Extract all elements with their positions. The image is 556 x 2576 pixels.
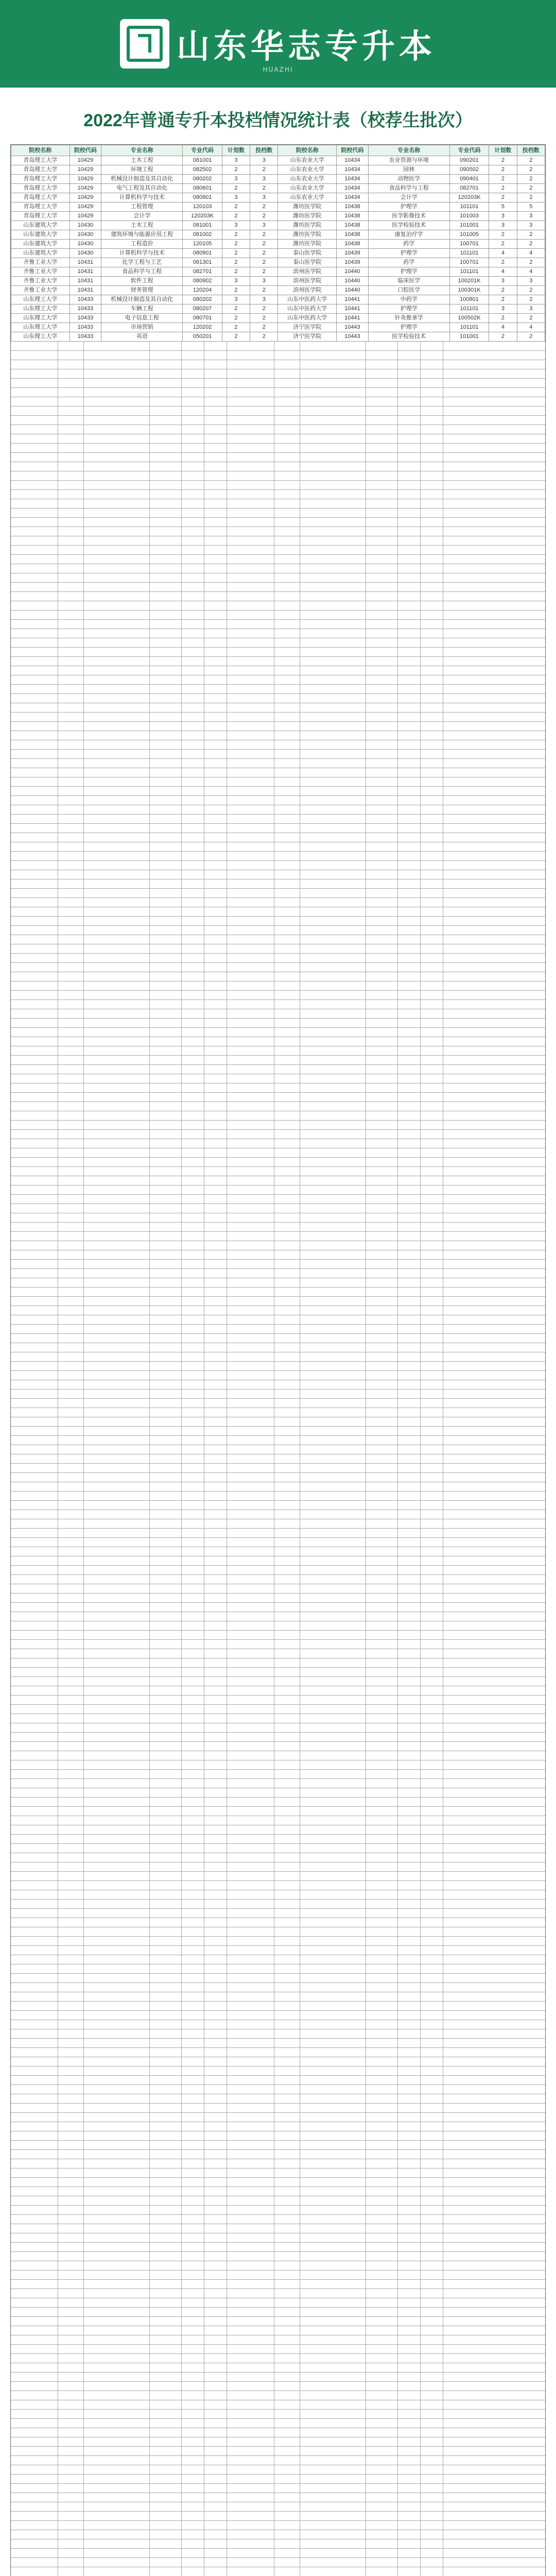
table-cell: 10431 bbox=[70, 258, 101, 267]
column-header: 专业代码 bbox=[449, 145, 489, 156]
table-cell: 化学工程与工艺 bbox=[101, 258, 183, 267]
table-cell: 2 bbox=[250, 332, 278, 342]
table-cell: 10430 bbox=[70, 240, 101, 249]
table-cell: 2 bbox=[489, 230, 517, 240]
table-cell: 药学 bbox=[368, 240, 449, 249]
logo-icon bbox=[120, 19, 169, 69]
table-continuation bbox=[11, 342, 545, 2576]
table-cell: 山东中医药大学 bbox=[278, 314, 337, 323]
column-header: 院校代码 bbox=[337, 145, 369, 156]
table-cell: 4 bbox=[517, 249, 545, 258]
table-cell: 青岛理工大学 bbox=[11, 156, 70, 165]
table-header-row bbox=[11, 145, 545, 156]
table-cell: 临床医学 bbox=[368, 277, 449, 286]
table-cell: 2 bbox=[517, 240, 545, 249]
brand-sub: HUAZHI bbox=[263, 66, 293, 73]
table-cell: 2 bbox=[250, 165, 278, 175]
table-cell: 10440 bbox=[337, 286, 369, 295]
table-cell: 土木工程 bbox=[101, 221, 183, 230]
table-cell: 青岛理工大学 bbox=[11, 202, 70, 212]
table-cell: 潍坊医学院 bbox=[278, 230, 337, 240]
table-cell: 计算机科学与技术 bbox=[101, 249, 183, 258]
table-cell: 2 bbox=[222, 304, 250, 314]
table-cell: 3 bbox=[489, 221, 517, 230]
table-cell: 2 bbox=[489, 240, 517, 249]
table-cell: 100801 bbox=[449, 295, 489, 304]
table-cell: 10443 bbox=[337, 323, 369, 332]
table-cell: 2 bbox=[250, 286, 278, 295]
table-cell: 5 bbox=[489, 202, 517, 212]
table-cell: 10433 bbox=[70, 304, 101, 314]
table-row bbox=[11, 286, 545, 295]
table-cell: 潍坊医学院 bbox=[278, 212, 337, 221]
table-row bbox=[11, 165, 545, 175]
table-cell: 120103 bbox=[183, 202, 222, 212]
table-cell: 2 bbox=[222, 267, 250, 277]
table-cell: 2 bbox=[517, 286, 545, 295]
table-cell: 10429 bbox=[70, 193, 101, 202]
table-cell: 山东建筑大学 bbox=[11, 230, 70, 240]
table-cell: 护理学 bbox=[368, 249, 449, 258]
table-row bbox=[11, 323, 545, 332]
table-cell: 10443 bbox=[337, 332, 369, 342]
table-cell: 100201K bbox=[449, 277, 489, 286]
table-cell: 山东农业大学 bbox=[278, 175, 337, 184]
table-cell: 4 bbox=[489, 267, 517, 277]
table-cell: 2 bbox=[489, 175, 517, 184]
brand-name: 山东华志专升本 bbox=[177, 27, 436, 66]
table-cell: 食品科学与工程 bbox=[368, 184, 449, 193]
table-cell: 120203K bbox=[449, 193, 489, 202]
table-row bbox=[11, 304, 545, 314]
table-cell: 080202 bbox=[183, 175, 222, 184]
table-cell: 青岛理工大学 bbox=[11, 175, 70, 184]
table-cell: 120204 bbox=[183, 286, 222, 295]
table-cell: 080901 bbox=[183, 193, 222, 202]
table-cell: 2 bbox=[222, 249, 250, 258]
table-row bbox=[11, 221, 545, 230]
table-cell: 10434 bbox=[337, 156, 369, 165]
table-cell: 101003 bbox=[449, 212, 489, 221]
table-cell: 10429 bbox=[70, 175, 101, 184]
table-cell: 3 bbox=[517, 277, 545, 286]
table-cell: 山东建筑大学 bbox=[11, 249, 70, 258]
table-cell: 10429 bbox=[70, 202, 101, 212]
table-cell: 4 bbox=[517, 323, 545, 332]
table-row bbox=[11, 295, 545, 304]
table-cell: 101005 bbox=[449, 230, 489, 240]
table-cell: 2 bbox=[222, 165, 250, 175]
table-cell: 康复治疗学 bbox=[368, 230, 449, 240]
table-cell: 5 bbox=[517, 202, 545, 212]
table-cell: 2 bbox=[489, 156, 517, 165]
table-cell: 081001 bbox=[183, 221, 222, 230]
table-cell: 山东理工大学 bbox=[11, 332, 70, 342]
table-cell: 10434 bbox=[337, 184, 369, 193]
table-cell: 10431 bbox=[70, 277, 101, 286]
table-cell: 2 bbox=[222, 230, 250, 240]
table-cell: 2 bbox=[250, 323, 278, 332]
table-cell: 2 bbox=[250, 249, 278, 258]
table-cell: 10439 bbox=[337, 258, 369, 267]
table-cell: 10434 bbox=[337, 193, 369, 202]
table-cell: 2 bbox=[250, 267, 278, 277]
table-cell: 10433 bbox=[70, 295, 101, 304]
table-cell: 会计学 bbox=[368, 193, 449, 202]
table-cell: 3 bbox=[489, 277, 517, 286]
table-cell: 2 bbox=[489, 332, 517, 342]
table-cell: 2 bbox=[250, 240, 278, 249]
table-cell: 2 bbox=[250, 230, 278, 240]
table-cell: 101001 bbox=[449, 221, 489, 230]
table-cell: 10438 bbox=[337, 240, 369, 249]
table-cell: 山东理工大学 bbox=[11, 314, 70, 323]
table-cell: 2 bbox=[517, 156, 545, 165]
table-cell: 4 bbox=[489, 323, 517, 332]
table-cell: 4 bbox=[489, 249, 517, 258]
table-cell: 10441 bbox=[337, 304, 369, 314]
page-title: 2022年普通专升本投档情况统计表（校荐生批次） bbox=[83, 110, 473, 130]
table-cell: 3 bbox=[250, 156, 278, 165]
table-cell: 10430 bbox=[70, 249, 101, 258]
table-cell: 080601 bbox=[183, 184, 222, 193]
table-row bbox=[11, 249, 545, 258]
table-row bbox=[11, 267, 545, 277]
column-header: 院校名称 bbox=[11, 145, 70, 156]
table-cell: 潍坊医学院 bbox=[278, 240, 337, 249]
table-cell: 10433 bbox=[70, 323, 101, 332]
table-cell: 080701 bbox=[183, 314, 222, 323]
table-cell: 环境工程 bbox=[101, 165, 183, 175]
table-cell: 山东建筑大学 bbox=[11, 240, 70, 249]
table-cell: 软件工程 bbox=[101, 277, 183, 286]
table-cell: 齐鲁工业大学 bbox=[11, 267, 70, 277]
table-cell: 120202 bbox=[183, 323, 222, 332]
table-cell: 10430 bbox=[70, 221, 101, 230]
table-cell: 3 bbox=[250, 175, 278, 184]
table-cell: 英语 bbox=[101, 332, 183, 342]
table-cell: 3 bbox=[517, 304, 545, 314]
table-cell: 10430 bbox=[70, 230, 101, 240]
table-cell: 10433 bbox=[70, 332, 101, 342]
table-cell: 齐鲁工业大学 bbox=[11, 277, 70, 286]
table-cell: 080202 bbox=[183, 295, 222, 304]
table-cell: 2 bbox=[517, 175, 545, 184]
table-cell: 081001 bbox=[183, 156, 222, 165]
table-cell: 2 bbox=[250, 258, 278, 267]
table-cell: 滨州医学院 bbox=[278, 286, 337, 295]
column-header: 计划数 bbox=[222, 145, 250, 156]
table-cell: 101101 bbox=[449, 323, 489, 332]
table-cell: 2 bbox=[250, 184, 278, 193]
table-cell: 10433 bbox=[70, 314, 101, 323]
table-cell: 2 bbox=[517, 230, 545, 240]
table-cell: 3 bbox=[489, 212, 517, 221]
table-cell: 针灸推拿学 bbox=[368, 314, 449, 323]
table-cell: 机械设计制造及其自动化 bbox=[101, 175, 183, 184]
table-cell: 100701 bbox=[449, 258, 489, 267]
table-cell: 2 bbox=[250, 202, 278, 212]
table-row bbox=[11, 193, 545, 202]
table-cell: 医学检验技术 bbox=[368, 221, 449, 230]
table-cell: 090502 bbox=[449, 165, 489, 175]
table-cell: 082701 bbox=[449, 184, 489, 193]
table-cell: 10429 bbox=[70, 184, 101, 193]
table-cell: 潍坊医学院 bbox=[278, 221, 337, 230]
table-cell: 3 bbox=[222, 295, 250, 304]
table-cell: 3 bbox=[250, 295, 278, 304]
table-cell: 药学 bbox=[368, 258, 449, 267]
table-cell: 工程管理 bbox=[101, 202, 183, 212]
table-cell: 2 bbox=[222, 202, 250, 212]
table-cell: 10441 bbox=[337, 314, 369, 323]
table-cell: 山东农业大学 bbox=[278, 184, 337, 193]
table-cell: 2 bbox=[222, 286, 250, 295]
table-cell: 050201 bbox=[183, 332, 222, 342]
table-cell: 青岛理工大学 bbox=[11, 212, 70, 221]
column-header: 专业代码 bbox=[183, 145, 222, 156]
table-cell: 滨州医学院 bbox=[278, 277, 337, 286]
admission-table bbox=[10, 144, 546, 2576]
table-cell: 山东理工大学 bbox=[11, 304, 70, 314]
table-row bbox=[11, 332, 545, 342]
table-cell: 2 bbox=[250, 304, 278, 314]
table-cell: 山东农业大学 bbox=[278, 165, 337, 175]
table-cell: 2 bbox=[222, 314, 250, 323]
table-cell: 3 bbox=[517, 221, 545, 230]
table-cell: 2 bbox=[489, 193, 517, 202]
table-cell: 101101 bbox=[449, 249, 489, 258]
table-cell: 10429 bbox=[70, 156, 101, 165]
table-row bbox=[11, 184, 545, 193]
table-cell: 山东农业大学 bbox=[278, 193, 337, 202]
table-cell: 青岛理工大学 bbox=[11, 165, 70, 175]
table-row bbox=[11, 240, 545, 249]
table-row bbox=[11, 175, 545, 184]
table-row bbox=[11, 277, 545, 286]
table-cell: 10439 bbox=[337, 249, 369, 258]
table-cell: 护理学 bbox=[368, 202, 449, 212]
table-cell: 计算机科学与技术 bbox=[101, 193, 183, 202]
table-cell: 医学检验技术 bbox=[368, 332, 449, 342]
table-cell: 2 bbox=[250, 212, 278, 221]
table-cell: 农业资源与环境 bbox=[368, 156, 449, 165]
table-cell: 护理学 bbox=[368, 304, 449, 314]
table-cell: 2 bbox=[517, 295, 545, 304]
table-cell: 3 bbox=[222, 221, 250, 230]
table-cell: 2 bbox=[517, 314, 545, 323]
table-cell: 3 bbox=[250, 277, 278, 286]
table-cell: 10438 bbox=[337, 212, 369, 221]
table-cell: 10438 bbox=[337, 221, 369, 230]
table-cell: 10438 bbox=[337, 230, 369, 240]
table-cell: 济宁医学院 bbox=[278, 332, 337, 342]
table-cell: 园林 bbox=[368, 165, 449, 175]
column-header: 计划数 bbox=[489, 145, 517, 156]
table-cell: 工程造价 bbox=[101, 240, 183, 249]
table-cell: 10434 bbox=[337, 175, 369, 184]
table-cell: 滨州医学院 bbox=[278, 267, 337, 277]
table-cell: 财务管理 bbox=[101, 286, 183, 295]
table-cell: 4 bbox=[517, 267, 545, 277]
table-cell: 100502K bbox=[449, 314, 489, 323]
table-cell: 3 bbox=[250, 193, 278, 202]
column-header: 专业名称 bbox=[368, 145, 449, 156]
table-cell: 101101 bbox=[449, 202, 489, 212]
table-cell: 齐鲁工业大学 bbox=[11, 258, 70, 267]
table-cell: 10434 bbox=[337, 165, 369, 175]
table-cell: 食品科学与工程 bbox=[101, 267, 183, 277]
table-cell: 080902 bbox=[183, 277, 222, 286]
table-cell: 101101 bbox=[449, 304, 489, 314]
table-cell: 口腔医学 bbox=[368, 286, 449, 295]
table-cell: 080901 bbox=[183, 249, 222, 258]
table-cell: 120203K bbox=[183, 212, 222, 221]
table-cell: 泰山医学院 bbox=[278, 249, 337, 258]
table-cell: 3 bbox=[222, 277, 250, 286]
table-cell: 10441 bbox=[337, 295, 369, 304]
table-row bbox=[11, 202, 545, 212]
table-cell: 电子信息工程 bbox=[101, 314, 183, 323]
table-cell: 10429 bbox=[70, 212, 101, 221]
column-header: 专业名称 bbox=[101, 145, 183, 156]
table-cell: 青岛理工大学 bbox=[11, 184, 70, 193]
table-cell: 100301K bbox=[449, 286, 489, 295]
table-cell: 车辆工程 bbox=[101, 304, 183, 314]
table-cell: 10438 bbox=[337, 202, 369, 212]
table-cell: 2 bbox=[222, 332, 250, 342]
table-cell: 土木工程 bbox=[101, 156, 183, 165]
table-cell: 10429 bbox=[70, 165, 101, 175]
table-cell: 山东理工大学 bbox=[11, 323, 70, 332]
column-header: 院校代码 bbox=[70, 145, 101, 156]
table-cell: 山东建筑大学 bbox=[11, 221, 70, 230]
table-cell: 10440 bbox=[337, 267, 369, 277]
table-cell: 山东中医药大学 bbox=[278, 295, 337, 304]
column-header: 投档数 bbox=[517, 145, 545, 156]
table-cell: 3 bbox=[250, 221, 278, 230]
table-cell: 2 bbox=[517, 165, 545, 175]
table-cell: 081301 bbox=[183, 258, 222, 267]
table-cell: 护理学 bbox=[368, 323, 449, 332]
table-cell: 2 bbox=[489, 286, 517, 295]
table-cell: 3 bbox=[222, 175, 250, 184]
table-cell: 2 bbox=[489, 258, 517, 267]
table-cell: 2 bbox=[489, 165, 517, 175]
table-cell: 济宁医学院 bbox=[278, 323, 337, 332]
column-header: 院校名称 bbox=[278, 145, 337, 156]
table-cell: 082701 bbox=[183, 267, 222, 277]
table-cell: 082502 bbox=[183, 165, 222, 175]
table-cell: 市场营销 bbox=[101, 323, 183, 332]
table-cell: 3 bbox=[222, 156, 250, 165]
table-cell: 120105 bbox=[183, 240, 222, 249]
table-cell: 山东中医药大学 bbox=[278, 304, 337, 314]
table-cell: 3 bbox=[222, 193, 250, 202]
table-cell: 护理学 bbox=[368, 267, 449, 277]
table-cell: 2 bbox=[222, 258, 250, 267]
table-cell: 动物医学 bbox=[368, 175, 449, 184]
table-cell: 090201 bbox=[449, 156, 489, 165]
table-cell: 3 bbox=[489, 304, 517, 314]
table-cell: 2 bbox=[222, 323, 250, 332]
table-cell: 2 bbox=[489, 295, 517, 304]
table-cell: 2 bbox=[222, 240, 250, 249]
table-cell: 2 bbox=[517, 193, 545, 202]
table-row bbox=[11, 258, 545, 267]
column-header: 投档数 bbox=[250, 145, 278, 156]
table-cell: 山东农业大学 bbox=[278, 156, 337, 165]
table-cell: 会计学 bbox=[101, 212, 183, 221]
table-cell: 2 bbox=[489, 184, 517, 193]
brand-logo bbox=[120, 19, 436, 69]
table-cell: 2 bbox=[250, 314, 278, 323]
table-cell: 3 bbox=[517, 212, 545, 221]
table-cell: 机械设计制造及其自动化 bbox=[101, 295, 183, 304]
table-cell: 081002 bbox=[183, 230, 222, 240]
table-cell: 10431 bbox=[70, 286, 101, 295]
table-cell: 电气工程及其自动化 bbox=[101, 184, 183, 193]
table-cell: 潍坊医学院 bbox=[278, 202, 337, 212]
table-cell: 10440 bbox=[337, 277, 369, 286]
table-row bbox=[11, 212, 545, 221]
table-cell: 2 bbox=[517, 332, 545, 342]
table-cell: 101001 bbox=[449, 332, 489, 342]
table-cell: 2 bbox=[222, 212, 250, 221]
table-cell: 2 bbox=[517, 258, 545, 267]
table-cell: 2 bbox=[222, 184, 250, 193]
table-cell: 080207 bbox=[183, 304, 222, 314]
table-cell: 101101 bbox=[449, 267, 489, 277]
table-cell: 2 bbox=[517, 184, 545, 193]
table-cell: 建筑环境与能源应用工程 bbox=[101, 230, 183, 240]
table-cell: 山东理工大学 bbox=[11, 295, 70, 304]
table-row bbox=[11, 156, 545, 165]
table-cell: 青岛理工大学 bbox=[11, 193, 70, 202]
table-cell: 10431 bbox=[70, 267, 101, 277]
header-banner bbox=[0, 0, 556, 88]
table-cell: 100701 bbox=[449, 240, 489, 249]
table-cell: 中药学 bbox=[368, 295, 449, 304]
table-cell: 090401 bbox=[449, 175, 489, 184]
table-cell: 医学影像技术 bbox=[368, 212, 449, 221]
table-cell: 2 bbox=[489, 314, 517, 323]
table-cell: 泰山医学院 bbox=[278, 258, 337, 267]
table-row bbox=[11, 230, 545, 240]
table-row bbox=[11, 314, 545, 323]
table-cell: 齐鲁工业大学 bbox=[11, 286, 70, 295]
